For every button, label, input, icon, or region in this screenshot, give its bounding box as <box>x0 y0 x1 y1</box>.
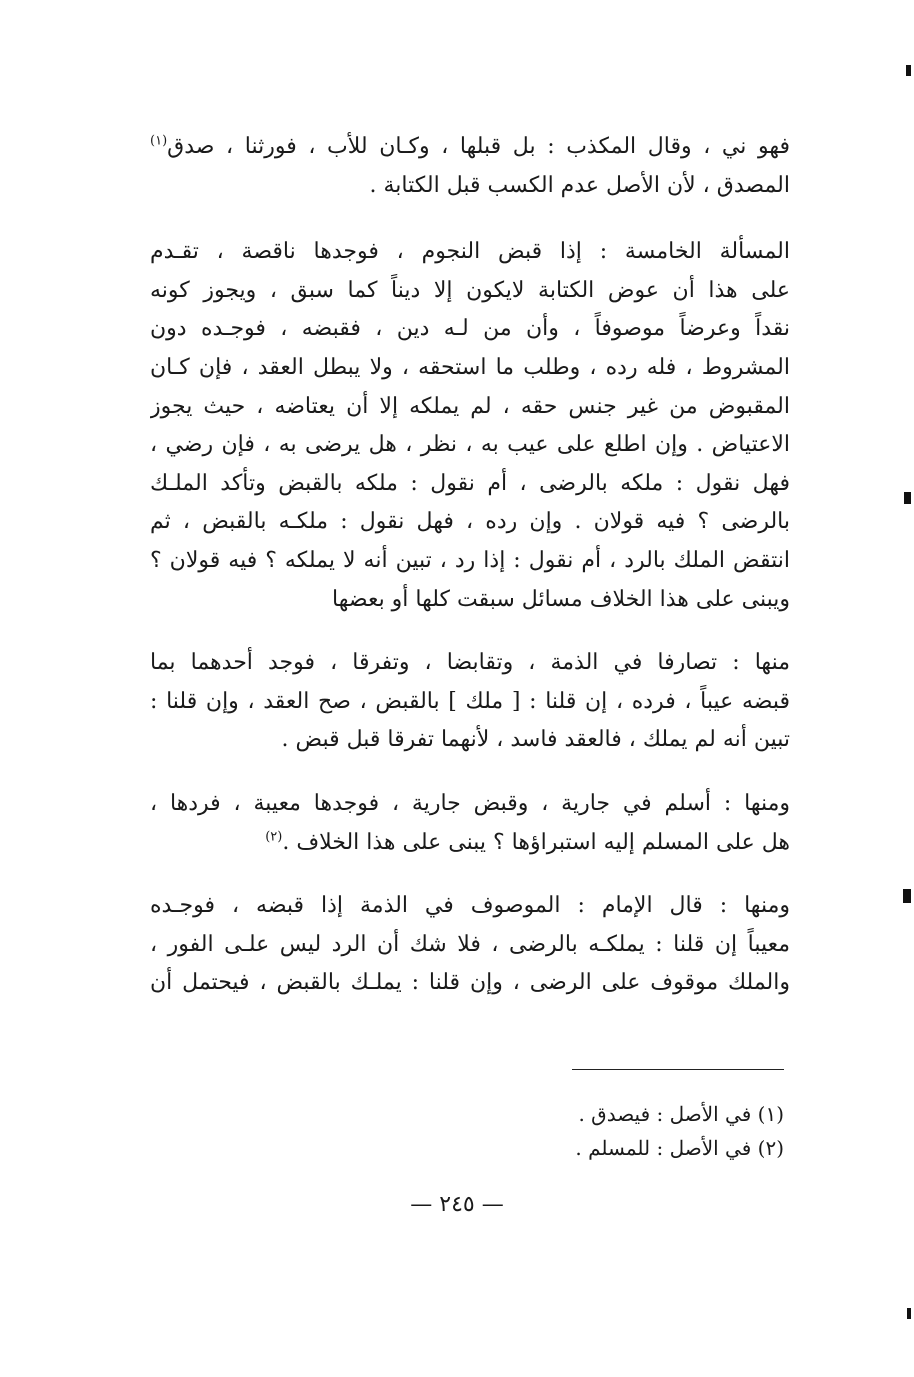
text-line: على هذا أن عوض الكتابة لايكون إلا ديناً كما سبق ، ويجوز كونه <box>150 277 790 303</box>
text-line: فهو ني ، وقال المكذب : بل قبلها ، وكـان للأب ، فورثنا ، صدق$^{(١)}$ <box>150 133 790 159</box>
page-number: — ٢٤٥ — <box>410 1192 504 1217</box>
scan-edge-mark <box>903 889 911 903</box>
text-line: هل على المسلم إليه استبراؤها ؟ يبنى على هذا الخلاف .$^{(٢)}$ <box>265 829 790 855</box>
footnote-separator <box>572 1069 784 1070</box>
paragraph-2 <box>150 233 790 619</box>
footnotes <box>400 1097 784 1165</box>
text-line: والملك موقوف على الرضى ، وإن قلنا : يملـك بالقبض ، فيحتمل أن <box>150 970 790 996</box>
text-line: معيباً إن قلنا : يملكـه بالرضى ، فلا شك أن الرد ليس علـى الفور ، <box>150 931 790 957</box>
text-line: ومنها : قال الإمام : الموصوف في الذمة إذا قبضه ، فوجـده <box>150 893 790 919</box>
text-line: انتقض الملك بالرد ، أم نقول : إذا رد ، تبين أنه لا يملكه ؟ فيه قولان ؟ <box>150 547 790 573</box>
text-line: منها : تصارفا في الذمة ، وتقابضا ، وتفرقا ، فوجد أحدهما بما <box>150 650 790 676</box>
text-line: ويبنى على هذا الخلاف مسائل سبقت كلها أو بعضها <box>332 586 790 612</box>
main-text <box>150 128 790 1028</box>
text-line: نقداً وعرضاً موصوفاً ، وأن من لـه دين ، فقبضه ، فوجـده دون <box>150 316 790 342</box>
text-line: قبضه عيباً ، فرده ، إن قلنا : [ ملك ] بالقبض ، صح العقد ، وإن قلنا : <box>150 688 790 714</box>
footnote-ref-2: (٢) <box>265 829 283 845</box>
scan-edge-mark <box>904 492 911 504</box>
text-line: المسألة الخامسة : إذا قبض النجوم ، فوجدها ناقصة ، تقـدم <box>150 239 790 265</box>
scan-edge-mark <box>907 1308 911 1319</box>
footnote-2: (٢) في الأصل : للمسلم . <box>575 1136 784 1160</box>
text-line: المقبوض من غير جنس حقه ، لم يملكه إلا أن يعتاضه ، حيث يجوز <box>150 393 790 419</box>
text-line: المصدق ، لأن الأصل عدم الكسب قبل الكتابة . <box>369 172 790 198</box>
text-line: ومنها : أسلم في جارية ، وقبض جارية ، فوجدها معيبة ، فردها ، <box>150 790 790 816</box>
text-line: المشروط ، فله رده ، وطلب ما استحقه ، ولا يبطل العقد ، فإن كـان <box>150 354 790 380</box>
text-line: بالرضى ؟ فيه قولان . وإن رده ، فهل نقول : ملكـه بالقبض ، ثم <box>150 509 790 535</box>
text-line: تبين أنه لم يملك ، فالعقد فاسد ، لأنهما تفرقا قبل قبض . <box>281 727 790 753</box>
scan-edge-mark <box>906 65 911 76</box>
text-line: فهل نقول : ملكه بالرضى ، أم نقول : ملكه بالقبض وتأكد الملـك <box>150 470 790 496</box>
footnote-1: (١) في الأصل : فيصدق . <box>578 1102 784 1126</box>
paragraph-1 <box>150 128 790 205</box>
paragraph-4 <box>150 785 790 862</box>
paragraph-5 <box>150 887 790 1003</box>
text-line: الاعتياض . وإن اطلع على عيب به ، نظر ، هل يرضى به ، فإن رضي ، <box>150 432 790 458</box>
footnote-ref-1: (١) <box>150 133 168 149</box>
paragraph-3 <box>150 644 790 760</box>
